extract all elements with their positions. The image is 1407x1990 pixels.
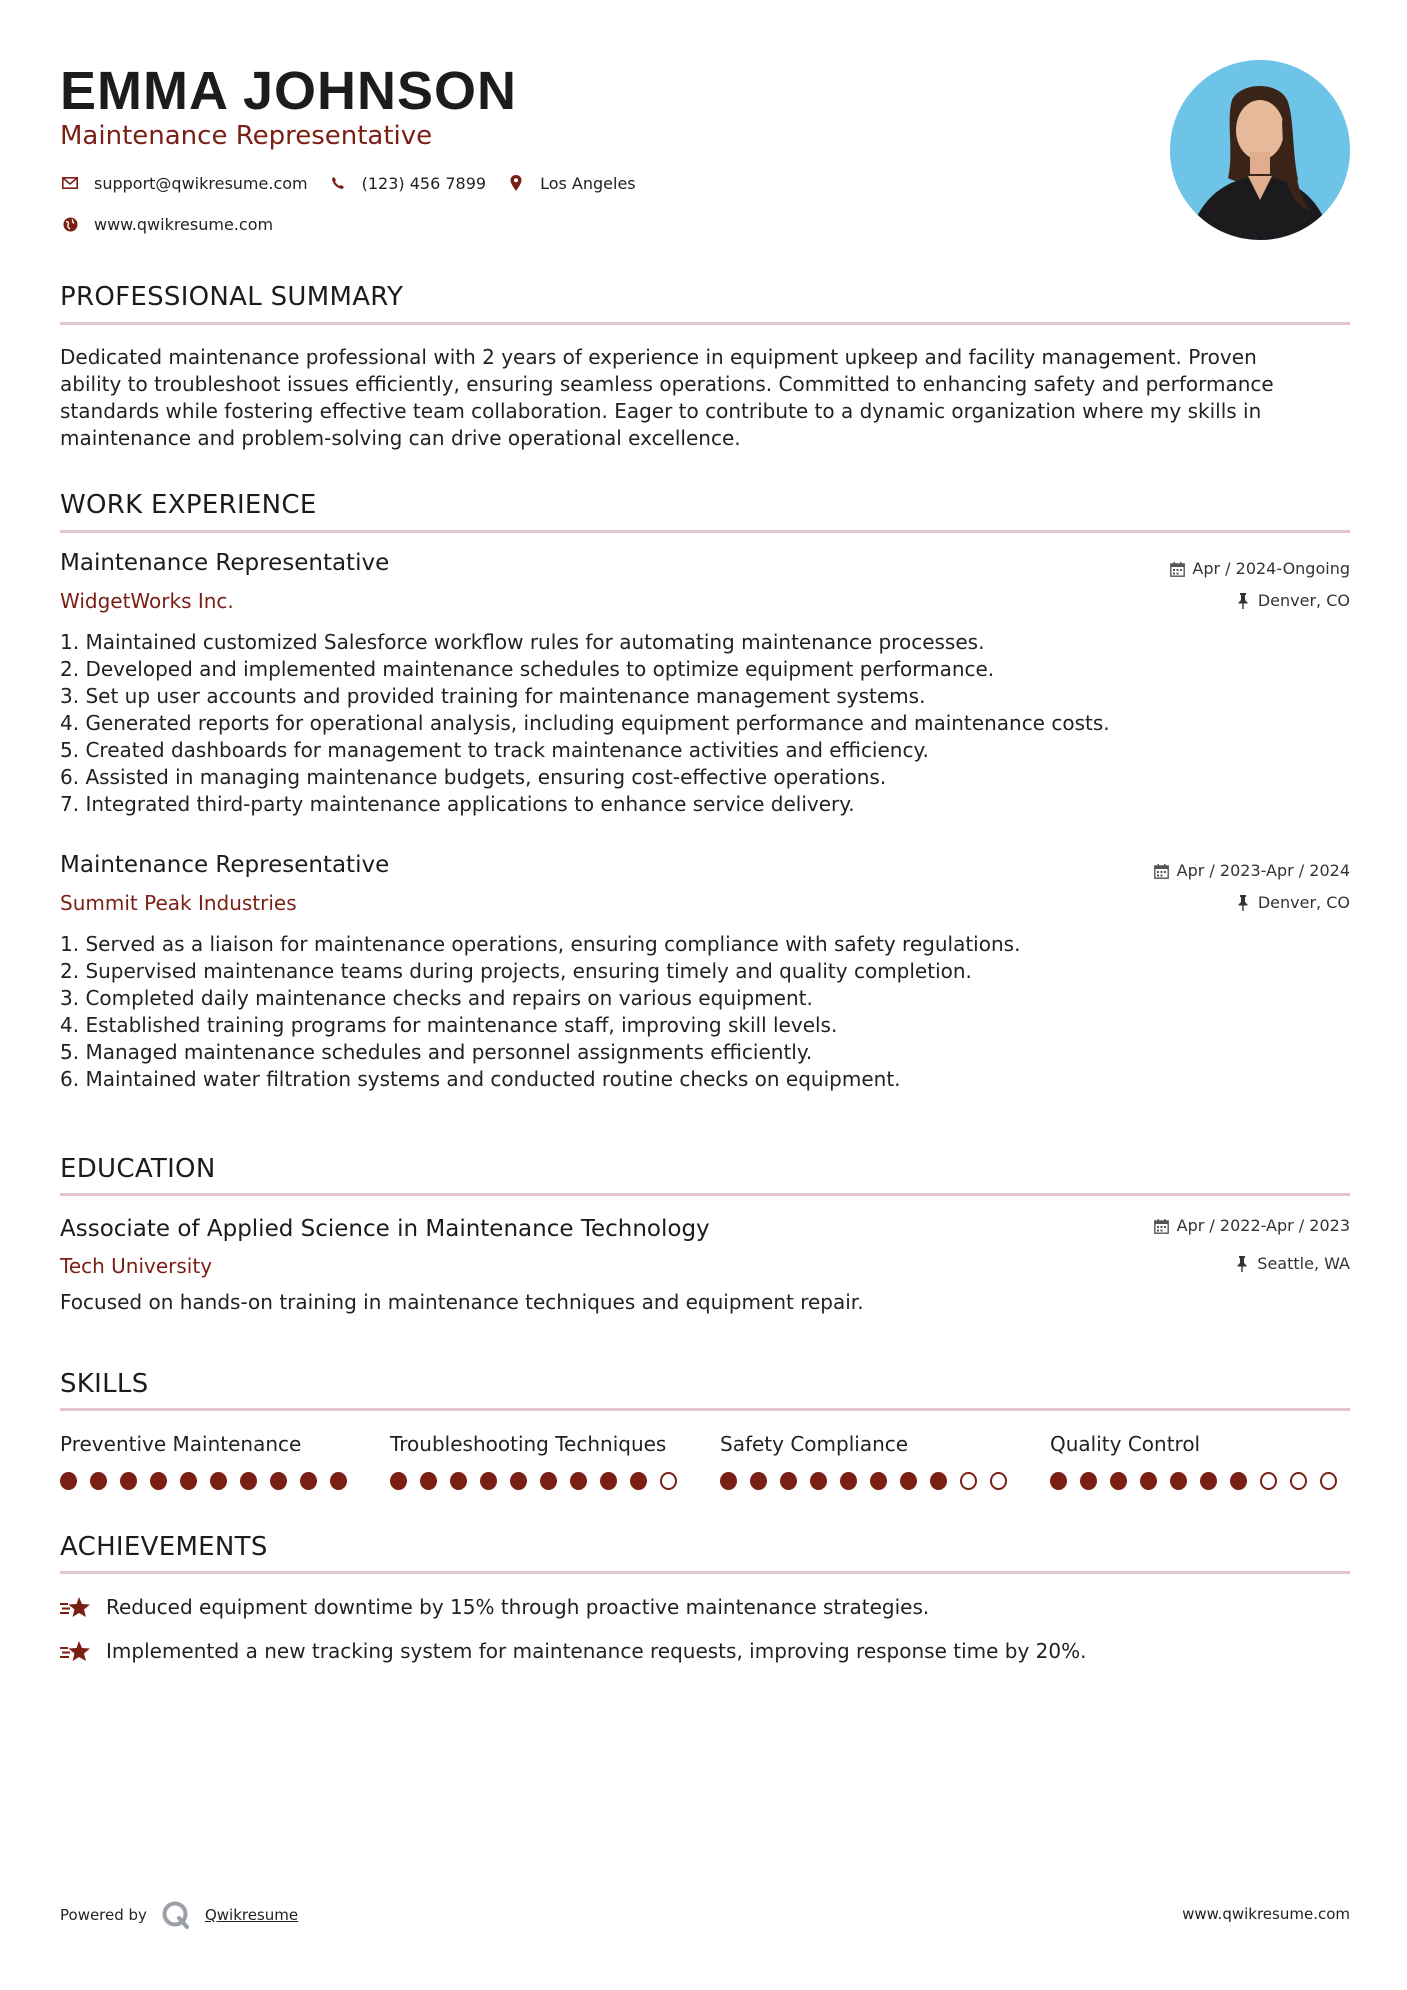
section-title-education: EDUCATION (60, 1154, 216, 1184)
rating-dot-filled (480, 1472, 497, 1490)
rating-dot-filled (840, 1472, 857, 1490)
resume-header (60, 58, 1350, 248)
date-range: Apr / 2023-Apr / 2024 (1176, 861, 1350, 880)
rating-dot-filled (1200, 1472, 1217, 1490)
shooting-star-icon (60, 1593, 94, 1621)
rating-dot-filled (150, 1472, 167, 1490)
rating-dot-filled (510, 1472, 527, 1490)
rating-dot-filled (540, 1472, 557, 1490)
rating-dot-filled (1140, 1472, 1157, 1490)
list-item: 5. Created dashboards for management to track maintenance activities and efficiency. (60, 738, 929, 762)
website-row (60, 211, 293, 237)
rating-dot-filled (120, 1472, 137, 1490)
list-item: 5. Managed maintenance schedules and personnel assignments efficiently. (60, 1040, 813, 1064)
calendar-icon (1153, 862, 1171, 880)
job-title: Maintenance Representative (60, 550, 390, 576)
phone-icon (328, 173, 348, 193)
globe-icon (60, 214, 80, 234)
list-item: 3. Completed daily maintenance checks and repairs on various equipment. (60, 986, 813, 1010)
achievement-item (60, 1637, 1086, 1665)
qwikresume-logo-icon (161, 1900, 191, 1930)
job-bullets (60, 931, 1350, 1093)
list-item: 3. Set up user accounts and provided training for maintenance management systems. (60, 684, 926, 708)
education-description: Focused on hands-on training in maintenance techniques and equipment repair. (60, 1290, 864, 1314)
achievement-text: Implemented a new tracking system for maintenance requests, improving response time by 20%. (106, 1639, 1087, 1663)
job-dates (1168, 557, 1350, 581)
rating-dot-filled (270, 1472, 287, 1490)
skill-item (1050, 1430, 1350, 1490)
job-bullets (60, 629, 1350, 818)
job-dates (1153, 859, 1350, 883)
section-divider (60, 1408, 1350, 1411)
pushpin-icon (1234, 894, 1252, 912)
rating-dot-empty (1320, 1472, 1337, 1490)
job-location (1234, 891, 1350, 915)
skill-rating (60, 1472, 360, 1490)
email-link[interactable]: support@qwikresume.com (94, 173, 308, 193)
list-item: 6. Assisted in managing maintenance budgets, ensuring cost-effective operations. (60, 765, 887, 789)
rating-dot-filled (870, 1472, 887, 1490)
calendar-icon (1153, 1217, 1171, 1235)
summary-line: ability to troubleshoot issues efficiently, ensuring seamless operations. Committed to enhancing safety and performance (60, 372, 1274, 396)
rating-dot-empty (990, 1472, 1007, 1490)
list-item: 4. Established training programs for maintenance staff, improving skill levels. (60, 1013, 838, 1037)
website-link[interactable]: www.qwikresume.com (94, 214, 274, 234)
rating-dot-empty (1260, 1472, 1277, 1490)
rating-dot-empty (660, 1472, 677, 1490)
footer-powered-by (60, 1900, 298, 1930)
skill-name: Preventive Maintenance (60, 1432, 302, 1456)
location-text: Los Angeles (540, 173, 636, 193)
list-item: 1. Maintained customized Salesforce workflow rules for automating maintenance processes. (60, 630, 985, 654)
section-title-summary: PROFESSIONAL SUMMARY (60, 282, 404, 312)
contact-row (60, 170, 656, 196)
company-name: Summit Peak Industries (60, 891, 297, 915)
rating-dot-filled (90, 1472, 107, 1490)
list-item: 4. Generated reports for operational analysis, including equipment performance and maintenance costs. (60, 711, 1110, 735)
section-divider (60, 1571, 1350, 1574)
location-text: Denver, CO (1257, 591, 1350, 610)
skill-rating (390, 1472, 690, 1490)
education-location (1233, 1252, 1350, 1276)
education-dates (1153, 1214, 1350, 1238)
section-divider (60, 322, 1350, 325)
job-location (1234, 589, 1350, 613)
rating-dot-empty (960, 1472, 977, 1490)
date-range: Apr / 2024-Ongoing (1192, 559, 1350, 578)
skill-item (60, 1430, 360, 1490)
list-item: 7. Integrated third-party maintenance applications to enhance service delivery. (60, 792, 855, 816)
rating-dot-empty (1290, 1472, 1307, 1490)
skill-rating (720, 1472, 1020, 1490)
rating-dot-filled (630, 1472, 647, 1490)
date-range: Apr / 2022-Apr / 2023 (1176, 1216, 1350, 1235)
rating-dot-filled (60, 1472, 77, 1490)
phone-number[interactable]: (123) 456 7899 (361, 173, 487, 193)
rating-dot-filled (750, 1472, 767, 1490)
rating-dot-filled (1080, 1472, 1097, 1490)
list-item: 2. Developed and implemented maintenance schedules to optimize equipment performance. (60, 657, 995, 681)
skill-item (720, 1430, 1020, 1490)
powered-by-label: Powered by (60, 1906, 147, 1924)
rating-dot-filled (390, 1472, 407, 1490)
company-name: WidgetWorks Inc. (60, 589, 234, 613)
envelope-icon (60, 173, 80, 193)
rating-dot-filled (180, 1472, 197, 1490)
section-title-experience: WORK EXPERIENCE (60, 490, 317, 520)
profile-photo (1170, 60, 1350, 240)
list-item: 2. Supervised maintenance teams during projects, ensuring timely and quality completion. (60, 959, 972, 983)
rating-dot-filled (810, 1472, 827, 1490)
candidate-name: EMMA JOHNSON (60, 61, 518, 121)
rating-dot-filled (1050, 1472, 1067, 1490)
rating-dot-filled (420, 1472, 437, 1490)
section-divider (60, 1193, 1350, 1196)
pushpin-icon (1233, 1255, 1251, 1273)
section-divider (60, 530, 1350, 533)
list-item: 1. Served as a liaison for maintenance operations, ensuring compliance with safety regulations. (60, 932, 1021, 956)
rating-dot-filled (210, 1472, 227, 1490)
achievement-item (60, 1593, 929, 1621)
rating-dot-filled (930, 1472, 947, 1490)
summary-line: standards while fostering effective team collaboration. Eager to contribute to a dynamic organization where my skills in (60, 399, 1262, 423)
rating-dot-filled (300, 1472, 317, 1490)
rating-dot-filled (450, 1472, 467, 1490)
rating-dot-filled (330, 1472, 347, 1490)
qwikresume-link[interactable]: Qwikresume (204, 1906, 299, 1924)
rating-dot-filled (720, 1472, 737, 1490)
skill-name: Safety Compliance (720, 1432, 909, 1456)
rating-dot-filled (240, 1472, 257, 1490)
map-pin-icon (506, 173, 526, 193)
calendar-icon (1168, 560, 1186, 578)
summary-line: maintenance and problem-solving can drive operational excellence. (60, 426, 741, 450)
candidate-title: Maintenance Representative (60, 121, 433, 151)
rating-dot-filled (570, 1472, 587, 1490)
location-text: Seattle, WA (1257, 1254, 1350, 1273)
school-name: Tech University (60, 1254, 213, 1278)
rating-dot-filled (1230, 1472, 1247, 1490)
achievement-text: Reduced equipment downtime by 15% through proactive maintenance strategies. (106, 1595, 930, 1619)
section-title-skills: SKILLS (60, 1369, 149, 1399)
summary-text (60, 344, 1350, 452)
list-item: 6. Maintained water filtration systems and conducted routine checks on equipment. (60, 1067, 901, 1091)
section-title-achievements: ACHIEVEMENTS (60, 1532, 268, 1562)
rating-dot-filled (600, 1472, 617, 1490)
skill-name: Quality Control (1050, 1432, 1201, 1456)
degree-title: Associate of Applied Science in Maintenance Technology (60, 1216, 710, 1242)
rating-dot-filled (1170, 1472, 1187, 1490)
skill-rating (1050, 1472, 1350, 1490)
shooting-star-icon (60, 1637, 94, 1665)
job-title: Maintenance Representative (60, 852, 390, 878)
rating-dot-filled (1110, 1472, 1127, 1490)
footer-website-link[interactable]: www.qwikresume.com (1182, 1905, 1350, 1923)
skill-item (390, 1430, 690, 1490)
pushpin-icon (1234, 592, 1252, 610)
summary-line: Dedicated maintenance professional with 2 years of experience in equipment upkeep and facility management. Proven (60, 345, 1257, 369)
location-text: Denver, CO (1257, 893, 1350, 912)
rating-dot-filled (780, 1472, 797, 1490)
rating-dot-filled (900, 1472, 917, 1490)
skill-name: Troubleshooting Techniques (390, 1432, 667, 1456)
